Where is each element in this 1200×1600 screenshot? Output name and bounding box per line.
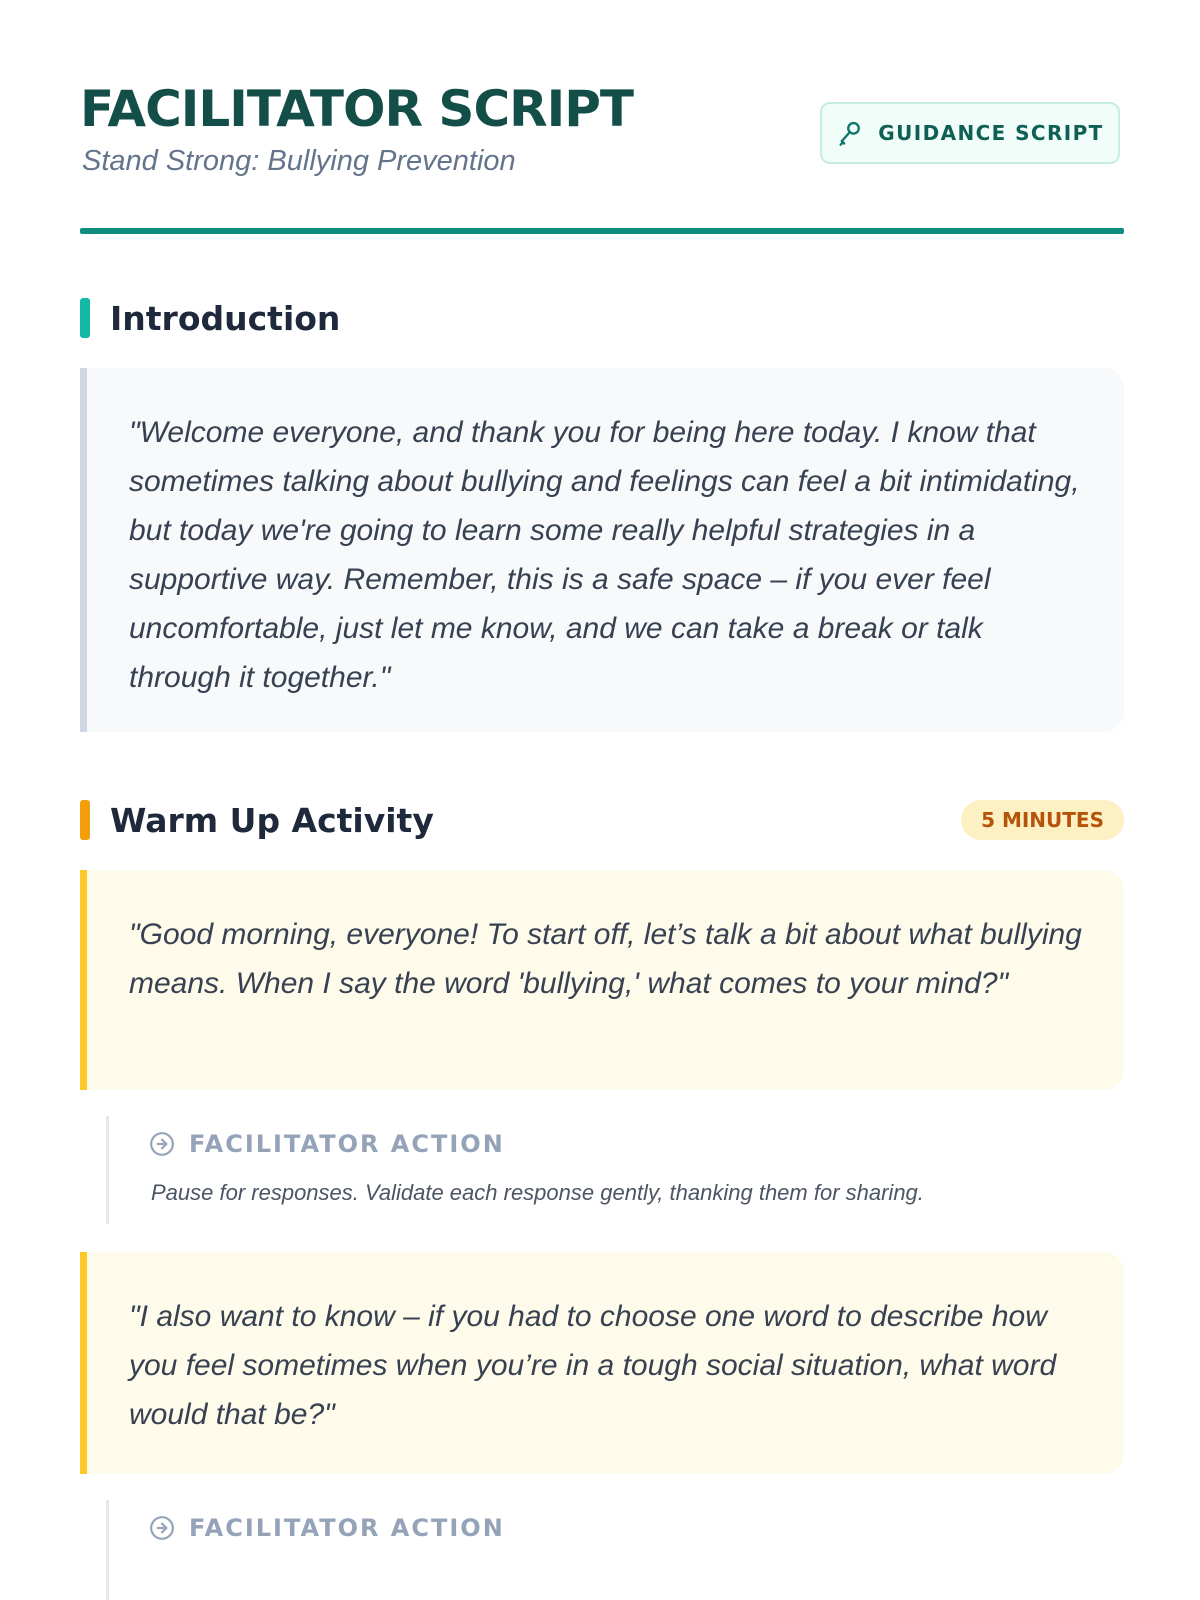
section-accent-bar [80, 800, 90, 840]
section-heading-warm-up [80, 800, 1124, 842]
guidance-script-badge [820, 102, 1120, 164]
facilitator-action [106, 1116, 1109, 1224]
facilitator-action [106, 1500, 1109, 1600]
facilitator-action-label: FACILITATOR ACTION [189, 1514, 505, 1542]
arrow-circle-right-icon [149, 1131, 175, 1157]
microphone-icon [836, 119, 864, 147]
section-heading-introduction [80, 298, 1124, 340]
script-quote-text: "Good morning, everyone! To start off, let’s talk a bit about what bullying means. When I say the word 'bullying,' what comes to your mind?" [129, 918, 1082, 1000]
page-header [80, 80, 1120, 180]
script-quote-card [80, 368, 1124, 732]
section-title: Introduction [110, 299, 341, 338]
facilitator-action-heading [149, 1130, 505, 1158]
script-quote-card [80, 1252, 1124, 1474]
section-accent-bar [80, 298, 90, 338]
script-quote-text: "Welcome everyone, and thank you for being here today. I know that sometimes talking about bullying and feelings can feel a bit intimidating, but today we're going to learn some really helpful strategies in a supportive way. Remember, this is a safe space – if you ever feel uncomfortable, just let me know, and we can take a break or talk through it together." [129, 416, 1080, 694]
facilitator-action-heading [149, 1514, 505, 1542]
header-divider [80, 228, 1124, 234]
script-quote-text: "I also want to know – if you had to choose one word to describe how you feel sometimes when you’re in a tough social situation, what word would that be?" [129, 1300, 1057, 1431]
duration-badge: 5 MINUTES [961, 800, 1124, 840]
arrow-circle-right-icon [149, 1515, 175, 1541]
page-subtitle: Stand Strong: Bullying Prevention [82, 145, 516, 177]
facilitator-action-label: FACILITATOR ACTION [189, 1130, 505, 1158]
page-title: FACILITATOR SCRIPT [80, 80, 633, 138]
section-title: Warm Up Activity [110, 801, 434, 840]
facilitator-action-text: Pause for responses. Validate each response gently, thanking them for sharing. [151, 1180, 924, 1205]
guidance-script-label: GUIDANCE SCRIPT [878, 121, 1104, 145]
script-quote-card [80, 870, 1124, 1090]
